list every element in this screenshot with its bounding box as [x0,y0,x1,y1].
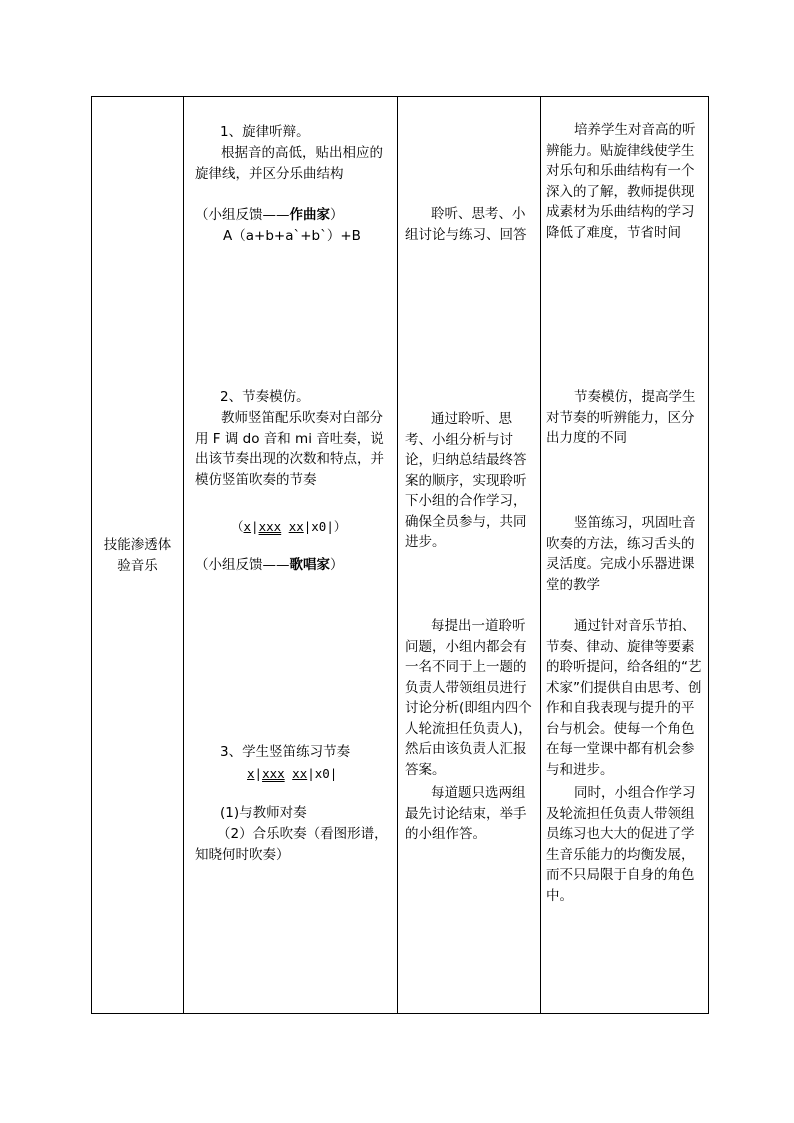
design-intent-5: 同时，小组合作学习及轮流担任负责人带领组员练习也大大的促进了学生音乐能力的均衡发展，而不只局限于自身的角色中。 [546,785,696,904]
section-2-title: 2、节奏模仿。 [220,389,310,405]
section-2-feedback: （小组反馈——歌唱家） [195,557,344,573]
lesson-plan-table [91,96,709,1014]
section-1-feedback: （小组反馈——作曲家） [195,207,344,223]
student-activity-3: 每提出一道聆听问题，小组内都会有一名不同于上一题的负责人带领组员进行讨论分析(即组内四个人轮流担任负责人)，然后由该负责人汇报答案。 [405,618,532,778]
section-3-title: 3、学生竖笛练习节奏 [220,744,351,760]
teaching-process-cell [184,97,398,1014]
section-2-body: 教师竖笛配乐吹奏对白部分用 F 调 do 音和 mi 音吐奏，说出该节奏出现的次数和特点，并模仿竖笛吹奏的节奏 [195,410,384,488]
category-cell [92,97,184,1014]
design-intent-1: 培养学生对音高的听辨能力。贴旋律线使学生对乐句和乐曲结构有一个深入的了解，教师提供现成素材为乐曲结构的学习降低了难度，节省时间 [546,122,696,241]
student-activity-2: 通过聆听、思考、小组分析与讨论，归纳总结最终答案的顺序，实现聆听下小组的合作学习，确保全员参与，共同进步。 [405,411,527,550]
section-1-structure: A（a+b+a`+b`）+B [223,228,361,244]
student-activity-1: 聆听、思考、小组讨论与练习、回答 [405,206,527,243]
section-2-rhythm: （x|xxx xx|x0|） [231,519,347,534]
design-intent-2: 节奏模仿，提高学生对节奏的听辨能力，区分出力度的不同 [546,389,696,446]
role-singer: 歌唱家 [289,557,330,573]
section-3-item-2: （2）合乐吹奏（看图形谱，知晓何时吹奏） [195,826,388,863]
section-3-item-1: (1)与教师对奏 [220,805,307,821]
role-composer: 作曲家 [289,207,330,223]
section-1-title: 1、旋律听辩。 [220,124,310,140]
student-activity-4: 每道题只选两组最先讨论结束，举手的小组作答。 [405,785,527,842]
table-row [92,97,709,1014]
category-label: 技能渗透体验音乐 [103,537,172,574]
section-1-body: 根据音的高低，贴出相应的旋律线，并区分乐曲结构 [195,145,383,182]
student-activity-cell [398,97,541,1014]
section-3-rhythm: x|xxx xx|x0| [247,766,338,781]
design-intent-cell [541,97,709,1014]
design-intent-4: 通过针对音乐节拍、节奏、律动、旋律等要素的聆听提问，给各组的“艺术家”们提供自由思考、创作和自我表现与提升的平台与机会。使每一个角色在每一堂课中都有机会参与和进步。 [546,618,702,778]
design-intent-3: 竖笛练习，巩固吐音吹奏的方法，练习舌头的灵活度。完成小乐器进课堂的教学 [546,515,696,593]
